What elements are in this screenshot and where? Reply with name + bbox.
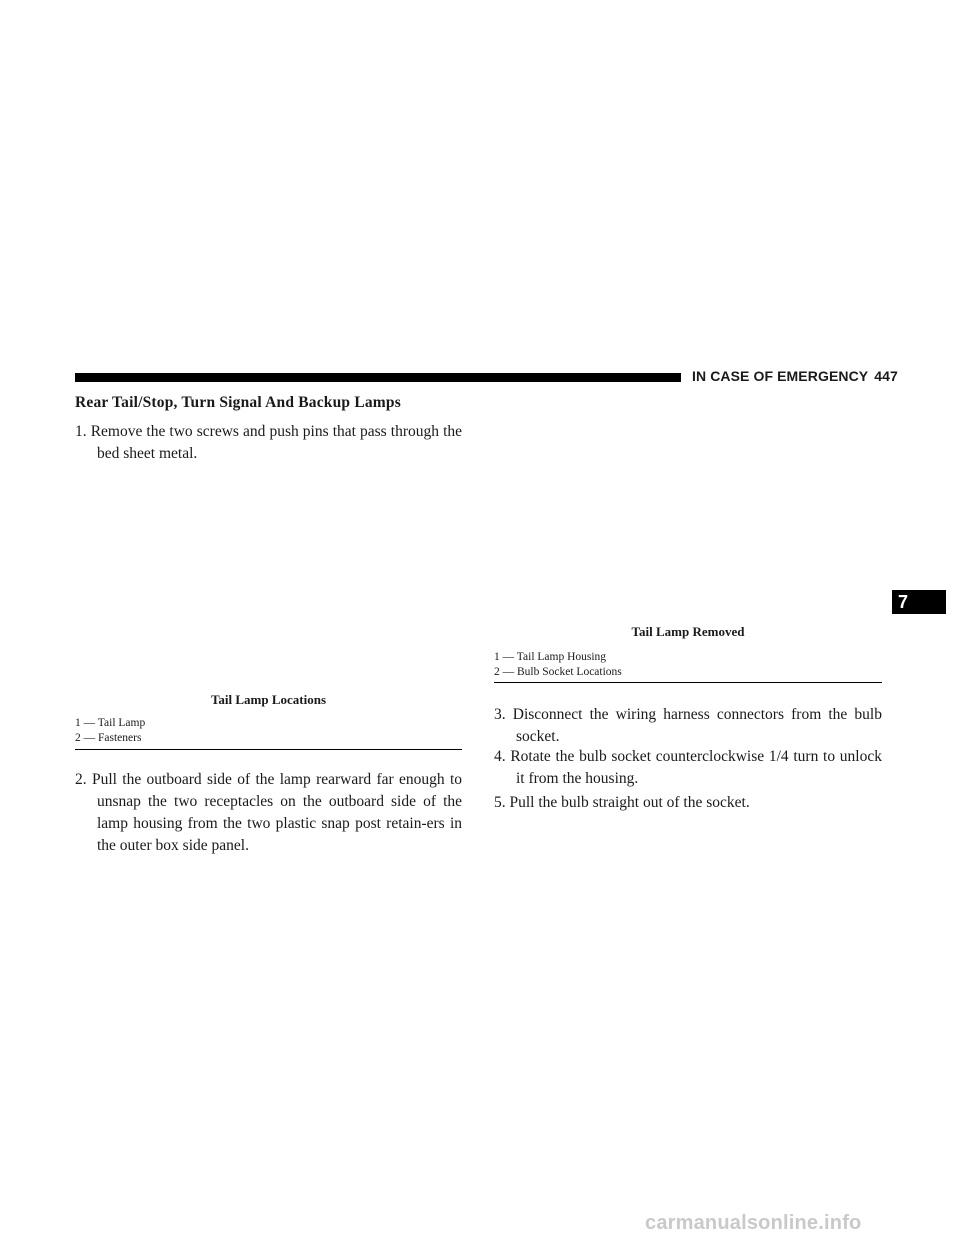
section-heading: Rear Tail/Stop, Turn Signal And Backup Lamps: [75, 394, 401, 411]
step-2-text: 2. Pull the outboard side of the lamp rearward far enough to unsnap the two receptacles on the outboard side of the lamp housing from the two plastic snap post retain-ers in the outer box side panel.: [75, 771, 462, 854]
figure-2-legend: [494, 650, 882, 680]
figure-2-legend-item-1: 1 — Tail Lamp Housing: [494, 651, 607, 663]
step-3-text: 3. Disconnect the wiring harness connectors from the bulb socket.: [494, 706, 882, 745]
running-header: [692, 368, 898, 384]
figure-1-title: Tail Lamp Locations: [210, 692, 327, 707]
step-4-text: 4. Rotate the bulb socket counterclockwise 1/4 turn to unlock it from the housing.: [494, 748, 882, 787]
header-rule: [75, 373, 681, 382]
figure-1-legend-item-1: 1 — Tail Lamp: [75, 717, 146, 729]
watermark: carmanualsonline.info: [645, 1212, 862, 1234]
step-3: [494, 704, 882, 748]
figure-1-legend-item-2: 2 — Fasteners: [75, 732, 142, 744]
step-5-text: 5. Pull the bulb straight out of the socket.: [494, 794, 750, 811]
figure-1-legend-rule: [75, 749, 462, 750]
step-4: [494, 746, 882, 790]
step-5: [494, 792, 882, 814]
header-section-title: IN CASE OF EMERGENCY: [692, 368, 869, 384]
figure-2-legend-item-2: 2 — Bulb Socket Locations: [494, 666, 622, 678]
figure-1-legend: [75, 716, 462, 746]
step-1: [75, 421, 462, 465]
figure-2-title: Tail Lamp Removed: [631, 624, 745, 639]
step-1-text: 1. Remove the two screws and push pins that pass through the bed sheet metal.: [75, 423, 462, 462]
figure-2-legend-rule: [494, 682, 882, 683]
chapter-tab: 7: [892, 590, 946, 614]
step-2: [75, 769, 462, 857]
page-number: 447: [874, 368, 898, 384]
